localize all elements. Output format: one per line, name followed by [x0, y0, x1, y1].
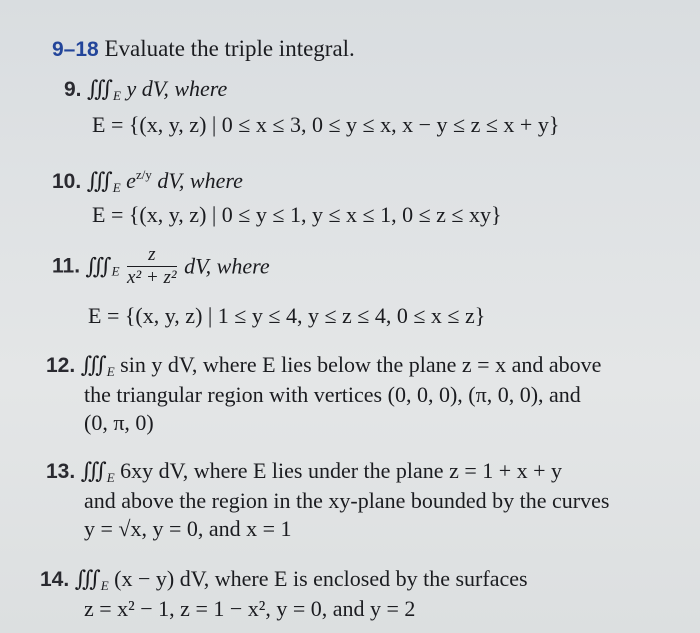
- problem-text-line: the triangular region with vertices (0, 0, 0), (π, 0, 0), and: [84, 382, 581, 407]
- region-9: E = {(x, y, z) | 0 ≤ x ≤ 3, 0 ≤ y ≤ x, x − y ≤ z ≤ x + y}: [92, 112, 560, 137]
- triple-integral-symbol: ∭: [86, 168, 113, 193]
- problem-number: 11.: [52, 254, 81, 278]
- triple-integral-symbol: ∭: [80, 458, 107, 483]
- problem-text-line: z = x² − 1, z = 1 − x², y = 0, and y = 2: [84, 596, 416, 621]
- problem-text-line: sin y dV, where E lies below the plane z = x and above: [120, 352, 602, 377]
- problem-text-line: y = √x, y = 0, and x = 1: [84, 516, 292, 541]
- fraction-denominator: x² + z²: [127, 267, 177, 288]
- problem-number: 9.: [64, 78, 82, 101]
- integral-subscript: E: [106, 364, 115, 379]
- problem-14: [40, 566, 528, 599]
- integrand: dV, where: [157, 168, 243, 193]
- problem-number: 12.: [46, 354, 76, 377]
- problem-text-line: (0, π, 0): [84, 410, 154, 435]
- integral-subscript: E: [100, 578, 109, 593]
- integrand-exponent: z/y: [135, 167, 152, 182]
- integrand: y dV, where: [126, 76, 228, 101]
- problem-12: [46, 352, 601, 385]
- integrand: dV, where: [184, 253, 270, 279]
- triple-integral-symbol: ∭: [80, 352, 107, 377]
- integrand-fraction: [127, 244, 177, 289]
- region-11: E = {(x, y, z) | 1 ≤ y ≤ 4, y ≤ z ≤ 4, 0 ≤ x ≤ z}: [88, 303, 486, 328]
- problem-number: 14.: [40, 568, 70, 591]
- problem-text-line: and above the region in the xy-plane bounded by the curves: [84, 488, 610, 513]
- fraction-numerator: z: [127, 244, 177, 267]
- section-range: 9–18: [52, 38, 99, 61]
- problem-text-line: 6xy dV, where E lies under the plane z = 1 + x + y: [120, 458, 563, 483]
- integral-subscript: E: [106, 470, 115, 485]
- problem-13: [46, 458, 562, 491]
- problem-11: [52, 244, 270, 296]
- integral-subscript: E: [112, 180, 121, 195]
- integrand-base: e: [126, 168, 136, 193]
- region-10: E = {(x, y, z) | 0 ≤ y ≤ 1, y ≤ x ≤ 1, 0 ≤ z ≤ xy}: [92, 202, 502, 227]
- integral-subscript: E: [113, 88, 121, 103]
- problem-number: 13.: [46, 460, 76, 483]
- triple-integral-symbol: ∭: [87, 76, 114, 101]
- triple-integral-symbol: ∭: [85, 253, 112, 279]
- triple-integral-symbol: ∭: [74, 566, 101, 591]
- section-header: [52, 36, 355, 63]
- problem-10: [52, 162, 243, 201]
- integral-subscript: E: [111, 263, 120, 279]
- problem-number: 10.: [52, 170, 82, 193]
- problem-9: [64, 76, 227, 109]
- problem-text-line: (x − y) dV, where E is enclosed by the surfaces: [114, 566, 528, 591]
- section-title: Evaluate the triple integral.: [104, 36, 355, 61]
